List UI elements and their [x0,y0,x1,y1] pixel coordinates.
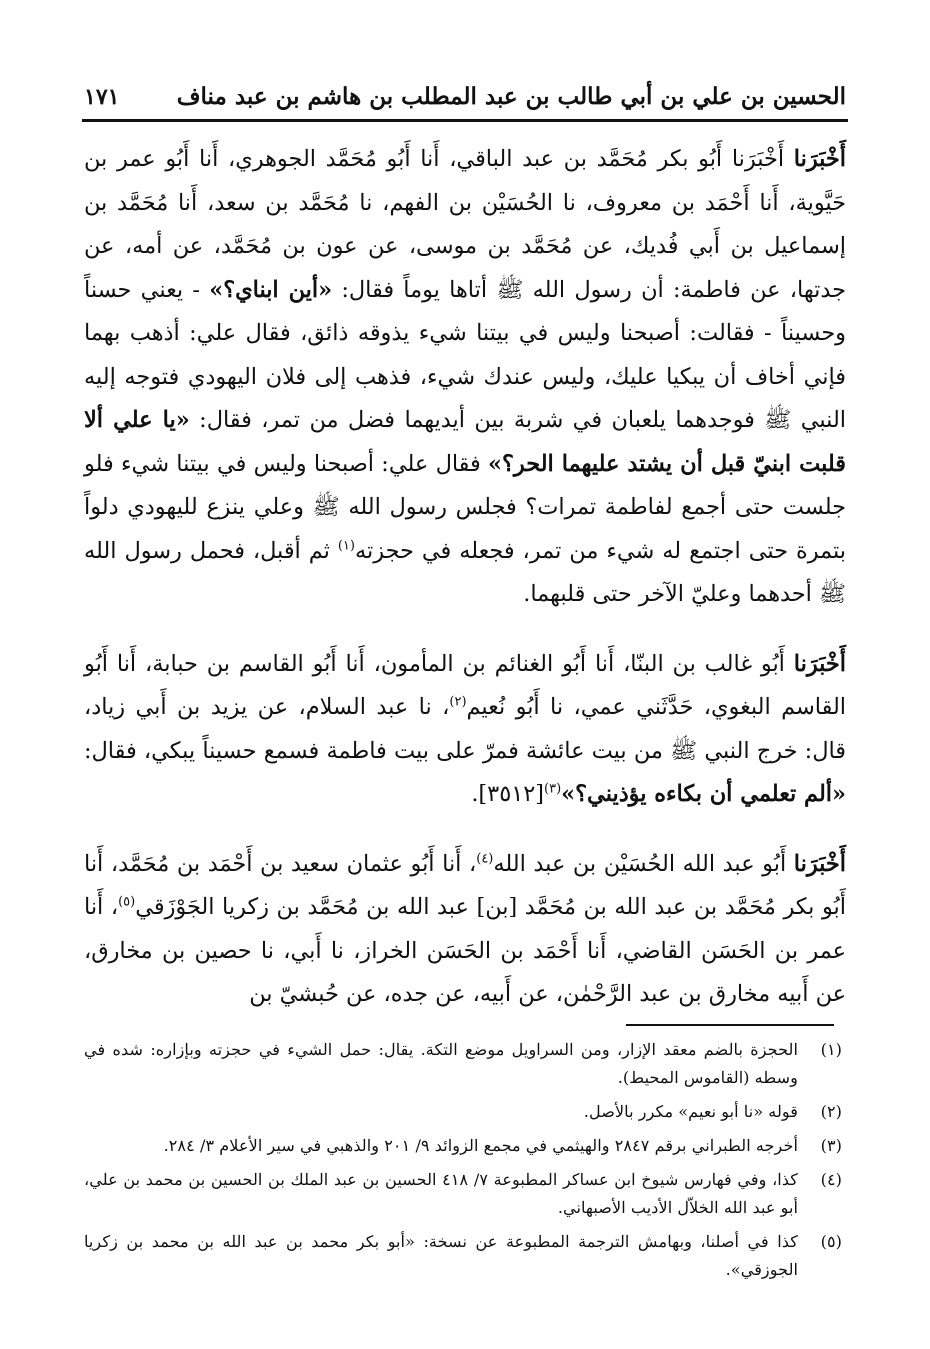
text-run: فقال علي: أصبحنا وليس في بيتنا شيء فلو جلست حتى أجمع لفاطمة تمرات؟ فجلس رسول الله ﷺ وعلي ينزع لليهودي دلواً بتمرة حتى اجتمع له شيء من تمر، فجعله في حجزته [84,450,846,564]
text-run: ، نا عبد السلام، عن يزيد بن أَبي زياد، قال: خرج النبي ﷺ من بيت عائشة فمرّ على بيت فاطمة فسمع حسيناً يبكي، فقال: [84,694,846,764]
running-title: الحسين بن علي بن أبي طالب بن عبد المطلب بن هاشم بن عبد مناف [176,83,846,110]
footnote-ref: (١) [337,538,355,554]
quoted-hadith: «يا علي ألا قلبت ابنيّ قبل أن يشتد عليهما الحر؟» [84,407,846,477]
text-run: ثم أقبل، فحمل رسول الله ﷺ أحدهما وعليّ الآخر حتى قلبهما. [84,537,846,607]
footnote-ref: (٤) [476,851,494,867]
footnote-item [84,1098,842,1126]
footnotes [84,1036,842,1290]
text-run: ، أَنا عمر بن الحَسَن القاضي، أَنا أَحْمَد بن الحَسَن الخراز، نا أَبي، نا حصين بن مخارق، عن أَبيه مخارق بن عبد الرَّحْمٰن، عن أَبيه، عن جده، عن حُبشيّ بن [84,894,846,1007]
footnote-item [84,1132,842,1160]
text-run: أَخْبَرَنا أَبُو بكر مُحَمَّد بن عبد الباقي، أَنا أَبُو مُحَمَّد الجوهري، أَنا أَبُو عمر بن حَيَّوية، أَنا أَحْمَد بن معروف، نا الحُسَيْن بن الفهم، نا مُحَمَّد بن سعد، أَنا مُحَمَّد بن إسماعيل بن أَبي فُديك، عن مُحَمَّد بن موسى، عن عون بن مُحَمَّد، عن أمه، عن جدتها، عن فاطمة: أن رسول الله ﷺ أتاها يوماً فقال: [84,146,846,303]
footnote-separator [626,1024,834,1026]
footnote-item [84,1166,842,1222]
main-text [84,138,846,1043]
footnote-ref: (٣) [544,781,562,797]
paragraph-1 [84,138,846,617]
footnote-text: كذا، وفي فهارس شيوخ ابن عساكر المطبوعة ٧/ ٤١٨ الحسين بن عبد الملك بن الحسين بن محمد بن علي، أبو عبد الله الخلاّل الأديب الأصبهاني. [84,1170,799,1217]
footnote-item [84,1228,842,1284]
quoted-hadith: «أين ابناي؟» [209,276,333,303]
text-run: - يعني حسناً وحسيناً - فقالت: أصبحنا وليس في بيتنا شيء يذوقه ذائق، فقال علي: أذهب بهما فإني أخاف أن يبكيا عليك، وليس عندك شيء، فذهب إلى فلان اليهودي فتوجه إليه النبي ﷺ فوجدهما يلعبان في شربة بين أيديهما فضل من تمر، فقال: [84,276,846,433]
paragraph-lead: أَخْبَرَنا [793,146,846,172]
footnote-number: (٣) [820,1136,842,1155]
paragraph-3 [84,843,846,1017]
footnote-ref: (٥) [118,894,136,910]
footnote-text: أخرجه الطبراني برقم ٢٨٤٧ والهيثمي في مجمع الزوائد ٩/ ٢٠١ والذهبي في سير الأعلام ٣/ ٢٨٤. [163,1136,798,1155]
footnote-text: كذا في أصلنا، وبهامش الترجمة المطبوعة عن نسخة: «أبو بكر محمد بن عبد الله بن محمد بن زكريا الجوزقي». [84,1232,798,1279]
footnote-text: الحجزة بالضم معقد الإزار، ومن السراويل موضع التكة. يقال: حمل الشيء في حجزته وبإزاره: شده في وسطه (القاموس المحيط). [84,1040,798,1087]
page-number: ١٧١ [84,84,120,110]
footnote-number: (٤) [820,1170,842,1189]
text-run: أَبُو غالب بن البنّا، أَنا أَبُو الغنائم بن المأمون، أَنا أَبُو القاسم بن حبابة، أَنا أَبُو القاسم البغوي، حَدَّثَني عمي، نا أَبُو نُعيم [84,650,846,720]
footnote-number: (٢) [820,1102,842,1121]
paragraph-2 [84,643,846,817]
text-run: [٣٥١٢]. [471,781,545,807]
footnote-item [84,1036,842,1092]
footnote-number: (١) [820,1040,842,1059]
paragraph-lead: أَخْبَرَنا [793,650,846,677]
text-run: أَبُو عبد الله الحُسَيْن بن عبد الله [493,850,794,877]
footnote-ref: (٢) [449,694,467,710]
paragraph-lead: أَخْبَرَنا [793,850,846,877]
quoted-hadith: «ألم تعلمي أن بكاءه يؤذيني؟» [561,781,846,807]
header-rule [82,119,848,122]
running-header [84,82,846,112]
footnote-text: قوله «نا أبو نعيم» مكرر بالأصل. [583,1102,798,1121]
footnote-number: (٥) [820,1232,842,1251]
text-run: ، أَنا أَبُو عثمان سعيد بن أَحْمَد بن مُحَمَّد، أَنا أَبُو بكر مُحَمَّد بن عبد الله بن مُحَمَّد [بن] عبد الله بن مُحَمَّد بن زكريا الجَوْزَقي [84,850,847,920]
